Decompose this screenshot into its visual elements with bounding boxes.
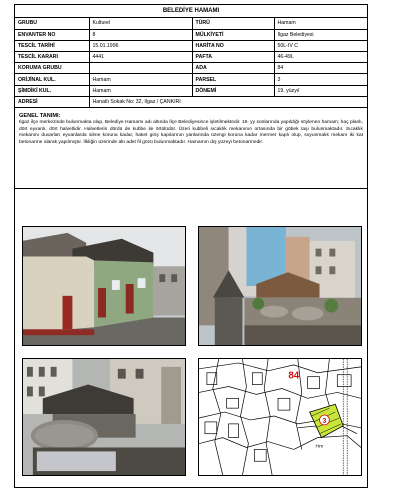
description-heading: GENEL TANIMI:	[19, 113, 61, 119]
field-value: Hamam	[89, 74, 192, 85]
field-label: HARİTA NO	[192, 40, 274, 51]
field-value: 15.01.1996	[89, 40, 192, 51]
field-label: TESCİL TARİHİ	[15, 40, 89, 51]
inventory-sheet	[14, 4, 368, 488]
info-row	[15, 18, 367, 29]
map-ada-label: 84	[288, 370, 300, 382]
info-row	[15, 74, 367, 85]
field-value: Ilgaz Belediyesi	[274, 29, 367, 40]
field-label: ŞİMDİKİ KUL.	[15, 85, 89, 96]
info-row	[15, 85, 367, 96]
photo-domes	[22, 358, 186, 476]
map-street-label: Hm	[315, 444, 324, 450]
address-value: Hanatlı Sokak No: 32, Ilgaz / ÇANKIRI	[89, 96, 367, 107]
field-label: KORUMA GRUBU	[15, 63, 89, 74]
field-label: ADA	[192, 63, 274, 74]
address-label: ADRESİ	[15, 96, 89, 107]
info-row	[15, 29, 367, 40]
field-value: 19. yüzyıl	[274, 85, 367, 96]
field-label: ENVANTER NO	[15, 29, 89, 40]
field-value: 3	[274, 74, 367, 85]
map-parsel-label: 3	[322, 417, 327, 425]
info-row	[15, 52, 367, 63]
field-label: GRUBU	[15, 18, 89, 29]
field-value: 4441	[89, 52, 192, 63]
address-row	[15, 96, 367, 107]
field-value	[89, 63, 192, 74]
sheet-title: BELEDİYE HAMAMI	[15, 5, 367, 18]
field-value: 50L-IV C	[274, 40, 367, 51]
field-value: Kulturel	[89, 18, 192, 29]
info-table	[15, 18, 367, 108]
photo-rooftop	[198, 226, 362, 346]
field-label: TESCİL KARARI	[15, 52, 89, 63]
field-label: TÜRÜ	[192, 18, 274, 29]
photo-section	[15, 212, 367, 487]
field-label: PARSEL	[192, 74, 274, 85]
general-description	[15, 108, 367, 189]
description-text: Ilgaz ilçe merkezinde bulunmakta olup, Belediye Hamamı adı altında İlçe Belediyesince işletilmektedir. 19. yy sonlarında yapıldığı söylenen hamam; haç planlı, dört eyvanlı, dört halvetlidir. Halvetlerin dördü de kubbe ile örtülüdür. Üzeri kubbeli sıcaklık mekanının ortasında bir göbek taşı bulunmaktadır. Sıcaklık mekanını duvarları eyvanlarda silme koruna kadar, haket giriş kapılarının yanlarında üzengi koruna kadar mermer kaplı olup, soyunmalık mekanı iki kat betonarme olarak yapılmıştır. İlkliğin üzerinde altı adet fil gözü bulunmaktadır. Hamamın dış yüzeyi betonarmedir.	[19, 120, 363, 145]
photo-cadastral-map	[198, 358, 362, 476]
field-value: 8	[89, 29, 192, 40]
field-label: DÖNEMİ	[192, 85, 274, 96]
field-label: PAFTA	[192, 52, 274, 63]
field-value: 84	[274, 63, 367, 74]
field-value: 46-49L	[274, 52, 367, 63]
field-label: ORİJİNAL KUL.	[15, 74, 89, 85]
info-row	[15, 40, 367, 51]
field-value: Hamam	[89, 85, 192, 96]
info-row	[15, 63, 367, 74]
photo-exterior	[22, 226, 186, 346]
field-label: MÜLKİYETİ	[192, 29, 274, 40]
field-value: Hamam	[274, 18, 367, 29]
